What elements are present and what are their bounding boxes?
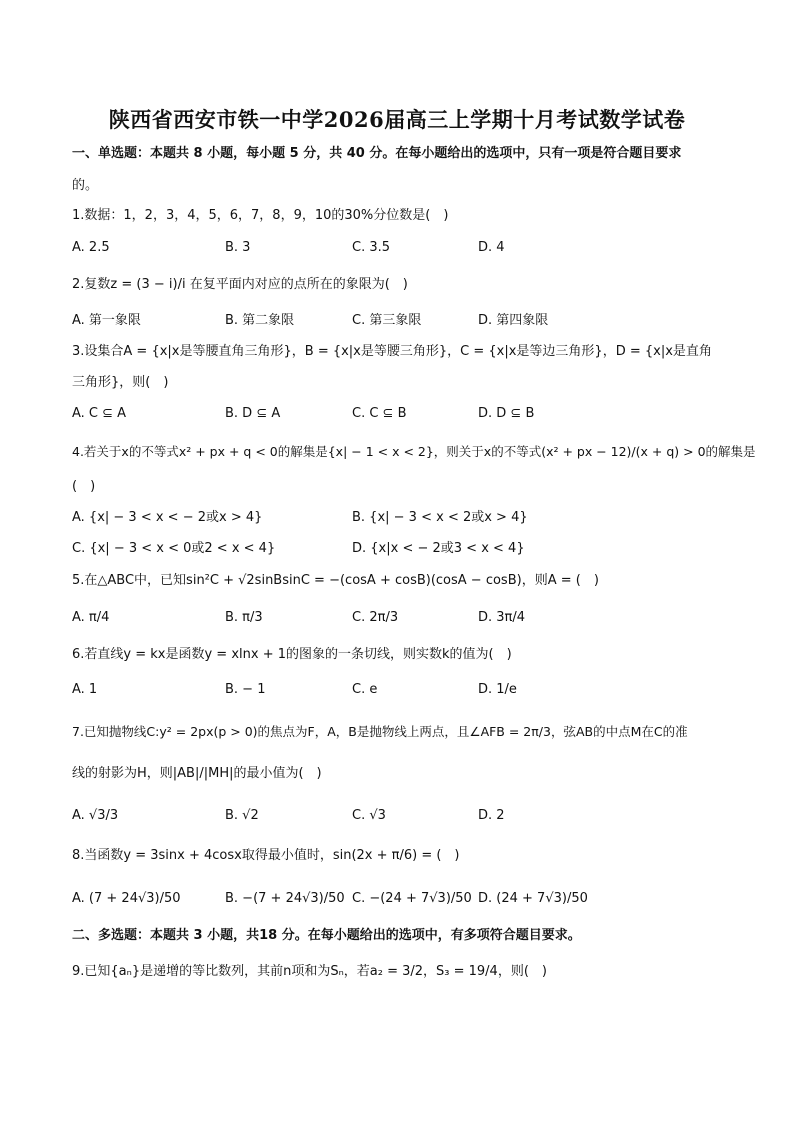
q4-option-c: C. {x| − 3 < x < 0或2 < x < 4} [72, 541, 276, 556]
question-2: 2.复数z = (3 − i)/i 在复平面内对应的点所在的象限为( ) [72, 277, 408, 292]
q2-option-a: A. 第一象限 [72, 313, 141, 328]
q3-option-b: B. D ⊆ A [225, 406, 281, 421]
q8-option-d: D. (24 + 7√3)/50 [478, 891, 588, 906]
q4-option-b: B. {x| − 3 < x < 2或x > 4} [352, 510, 528, 525]
q3-option-a: A. C ⊆ A [72, 406, 127, 421]
q6-option-a: A. 1 [72, 682, 98, 697]
q5-option-c: C. 2π/3 [352, 610, 399, 625]
q2-option-d: D. 第四象限 [478, 313, 549, 328]
question-9: 9.已知{aₙ}是递增的等比数列，其前n项和为Sₙ，若a₂ = 3/2，S₃ = 19/4，则( ) [72, 964, 547, 979]
q5-option-d: D. 3π/4 [478, 610, 526, 625]
q4-option-a: A. {x| − 3 < x < − 2或x > 4} [72, 510, 263, 525]
q7-option-c: C. √3 [352, 808, 386, 823]
q2-option-c: C. 第三象限 [352, 313, 422, 328]
question-6: 6.若直线y = kx是函数y = xlnx + 1的图象的一条切线，则实数k的值为( ) [72, 647, 512, 662]
question-4-cont: ( ) [72, 479, 96, 494]
q4-option-d: D. {x|x < − 2或3 < x < 4} [352, 541, 525, 556]
q7-option-d: D. 2 [478, 808, 505, 823]
q3-option-d: D. D ⊆ B [478, 406, 535, 421]
question-8: 8.当函数y = 3sinx + 4cosx取得最小值时，sin(2x + π/6) = ( ) [72, 848, 460, 863]
question-1: 1.数据：1，2，3，4，5，6，7，8，9，10的30%分位数是( ) [72, 208, 449, 223]
question-3: 3.设集合A = {x|x是等腰直角三角形}，B = {x|x是等腰三角形}，C = {x|x是等边三角形}，D = {x|x是直角 [72, 344, 712, 359]
q2-option-b: B. 第二象限 [225, 313, 295, 328]
q7-option-a: A. √3/3 [72, 808, 119, 823]
q8-option-c: C. −(24 + 7√3)/50 [352, 891, 472, 906]
q8-option-b: B. −(7 + 24√3)/50 [225, 891, 345, 906]
q5-option-a: A. π/4 [72, 610, 110, 625]
q1-option-d: D. 4 [478, 240, 505, 255]
q7-option-b: B. √2 [225, 808, 259, 823]
q1-option-a: A. 2.5 [72, 240, 110, 255]
question-7: 7.已知抛物线C:y² = 2px(p > 0)的焦点为F，A，B是抛物线上两点，且∠AFB = 2π/3，弦AB的中点M在C的准 [72, 724, 688, 739]
q6-option-b: B. − 1 [225, 682, 266, 697]
exam-title: 陕西省西安市铁一中学2026届高三上学期十月考试数学试卷 [108, 107, 686, 132]
section1-heading-cont: 的。 [72, 178, 99, 193]
section2-heading: 二、多选题：本题共 3 小题，共18 分。在每小题给出的选项中，有多项符合题目要求。 [72, 928, 581, 943]
q1-option-b: B. 3 [225, 240, 251, 255]
question-7-cont: 线的射影为H，则|AB|/|MH|的最小值为( ) [72, 766, 322, 781]
section1-heading: 一、单选题：本题共 8 小题，每小题 5 分，共 40 分。在每小题给出的选项中，只有一项是符合题目要求 [72, 146, 682, 161]
q3-option-c: C. C ⊆ B [352, 406, 407, 421]
q1-option-c: C. 3.5 [352, 240, 391, 255]
question-3-cont: 三角形}，则( ) [72, 375, 169, 390]
q8-option-a: A. (7 + 24√3)/50 [72, 891, 181, 906]
question-5: 5.在△ABC中，已知sin²C + √2sinBsinC = −(cosA + cosB)(cosA − cosB)，则A = ( ) [72, 573, 599, 588]
question-4: 4.若关于x的不等式x² + px + q < 0的解集是{x| − 1 < x < 2}，则关于x的不等式(x² + px − 12)/(x + q) > 0的解集是 [72, 444, 756, 459]
q6-option-d: D. 1/e [478, 682, 517, 697]
q5-option-b: B. π/3 [225, 610, 263, 625]
q6-option-c: C. e [352, 682, 378, 697]
